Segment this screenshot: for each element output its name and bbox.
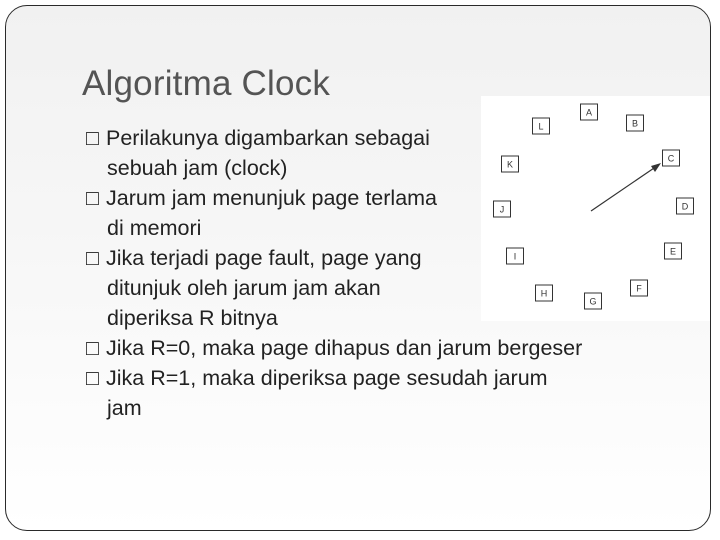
clock-hand: [591, 166, 657, 211]
clock-page-i: [507, 248, 524, 264]
clock-page-a: [581, 104, 598, 120]
clock-page-label: D: [681, 201, 689, 212]
bullet-line: ditunjuk oleh jarum jam akan: [107, 276, 381, 300]
clock-page-label: H: [540, 288, 548, 299]
clock-page-label: I: [513, 251, 517, 262]
clock-page-label: F: [636, 283, 642, 294]
clock-diagram: [481, 96, 711, 321]
clock-page-c: [663, 150, 680, 166]
bullet-item: [86, 333, 706, 363]
clock-page-label: J: [499, 204, 505, 215]
clock-page-label: B: [631, 118, 639, 129]
bullet-line: sebuah jam (clock): [107, 156, 288, 180]
bullet-marker-icon: □: [86, 336, 99, 360]
bullet-marker-icon: □: [86, 246, 99, 270]
clock-hand-arrowhead-icon: [651, 163, 661, 172]
clock-page-label: E: [669, 246, 677, 257]
slide: [5, 5, 711, 531]
clock-page-label: L: [538, 121, 544, 132]
clock-page-g: [585, 293, 602, 309]
clock-page-label: G: [589, 296, 597, 307]
bullet-line: Jarum jam menunjuk page terlama: [106, 186, 438, 210]
clock-page-label: A: [585, 107, 593, 118]
bullet-line: di memori: [107, 216, 202, 240]
clock-page-j: [494, 201, 511, 217]
bullet-line: jam: [107, 396, 142, 420]
slide-title: Algoritma Clock: [82, 64, 331, 103]
bullet-line: Jika terjadi page fault, page yang: [106, 246, 422, 270]
bullet-line: Jika R=1, maka diperiksa page sesudah jarum: [106, 366, 548, 390]
clock-page-e: [665, 243, 682, 259]
clock-page-d: [677, 198, 694, 214]
clock-page-f: [631, 280, 648, 296]
clock-diagram-svg: [481, 96, 711, 321]
clock-page-h: [536, 285, 553, 301]
bullet-line: Perilakunya digambarkan sebagai: [106, 126, 430, 150]
bullet-marker-icon: □: [86, 126, 99, 150]
clock-page-label: K: [506, 159, 514, 170]
clock-page-l: [533, 118, 550, 134]
bullet-line: diperiksa R bitnya: [107, 306, 278, 330]
clock-page-label: C: [667, 153, 675, 164]
bullet-line: Jika R=0, maka page dihapus dan jarum bergeser: [106, 336, 583, 360]
bullet-marker-icon: □: [86, 366, 99, 390]
bullet-item: [86, 363, 706, 423]
clock-page-b: [627, 115, 644, 131]
bullet-marker-icon: □: [86, 186, 99, 210]
clock-page-k: [502, 156, 519, 172]
